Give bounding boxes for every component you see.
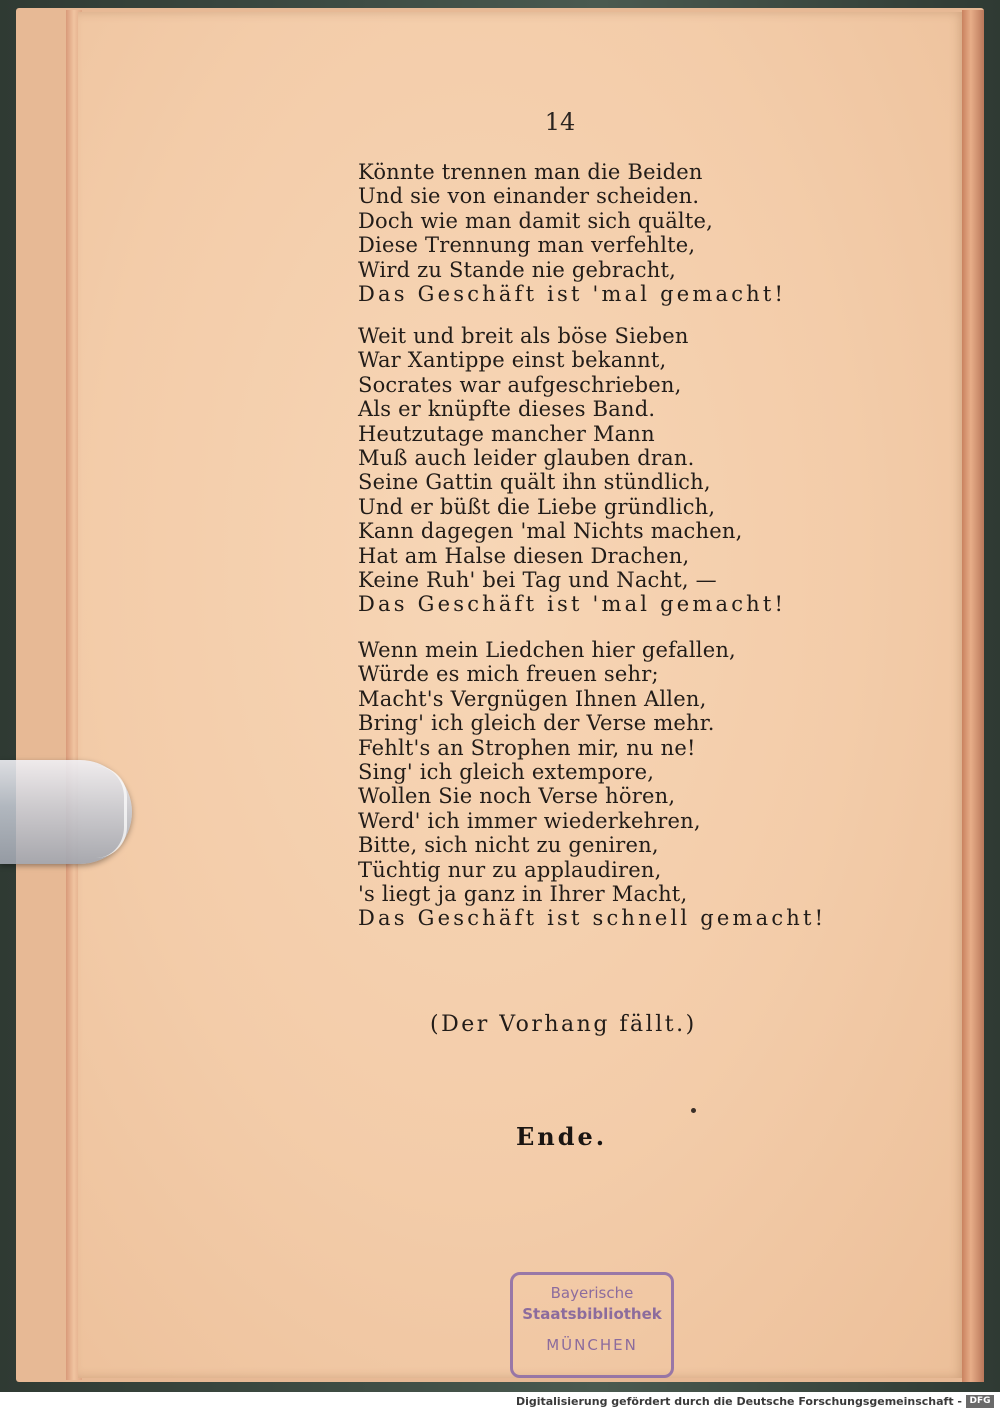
refrain-line: Das Geschäft ist 'mal gemacht! xyxy=(358,281,787,306)
verse-line: Sing' ich gleich extempore, xyxy=(358,759,655,784)
verse-line: Als er knüpfte dieses Band. xyxy=(358,397,656,422)
verse-line: Seine Gattin quält ihn stündlich, xyxy=(358,470,711,495)
verse-line: Socrates war aufgeschrieben, xyxy=(358,372,682,397)
verse-line: Macht's Vergnügen Ihnen Allen, xyxy=(358,686,707,711)
footer-credit: Digitalisierung gefördert durch die Deutsche Forschungsgemeinschaft - xyxy=(515,1395,962,1408)
verse-line: Fehlt's an Strophen mir, nu ne! xyxy=(358,735,696,760)
verse-line: Wenn mein Liedchen hier gefallen, xyxy=(358,638,736,662)
refrain-line: Das Geschäft ist schnell gemacht! xyxy=(358,906,827,931)
verse-line: Diese Trennung man verfehlte, xyxy=(358,233,696,258)
verse-line: Doch wie man damit sich quälte, xyxy=(358,208,713,233)
stamp-line-1: Bayerische xyxy=(550,1284,634,1302)
verse-line: Bitte, sich nicht zu geniren, xyxy=(358,833,659,858)
end-heading: Ende. xyxy=(516,1122,608,1151)
verse-line: Und sie von einander scheiden. xyxy=(358,184,700,209)
verse-line: Tüchtig nur zu applaudiren, xyxy=(358,857,662,882)
verse-line: Bring' ich gleich der Verse mehr. xyxy=(358,711,715,736)
verse-line: Weit und breit als böse Sieben xyxy=(358,324,689,348)
verse-line: 's liegt ja ganz in Ihrer Macht, xyxy=(358,881,688,906)
page-holder-clip xyxy=(0,760,132,864)
stanza-1 xyxy=(358,160,786,306)
verse-line: Würde es mich freuen sehr; xyxy=(358,662,659,687)
verse-line: War Xantippe einst bekannt, xyxy=(358,348,667,373)
verse-line: Wollen Sie noch Verse hören, xyxy=(358,784,676,809)
verse-line: Keine Ruh' bei Tag und Nacht, — xyxy=(358,567,717,592)
page-edge-right xyxy=(962,10,984,1382)
stage-direction: (Der Vorhang fällt.) xyxy=(430,1012,697,1037)
verse-line: Und er büßt die Liebe gründlich, xyxy=(358,494,716,519)
dfg-logo-icon: DFG xyxy=(966,1395,994,1408)
stamp-line-2: Staatsbibliothek xyxy=(522,1305,662,1323)
verse-line: Könnte trennen man die Beiden xyxy=(358,160,703,184)
verse-line: Werd' ich immer wiederkehren, xyxy=(358,808,701,833)
verse-line: Kann dagegen 'mal Nichts machen, xyxy=(358,519,743,544)
digitization-footer xyxy=(0,1392,1000,1412)
stanza-3 xyxy=(358,638,826,931)
refrain-line: Das Geschäft ist 'mal gemacht! xyxy=(358,592,787,617)
verse-line: Heutzutage mancher Mann xyxy=(358,421,655,446)
page-number: 14 xyxy=(544,108,576,136)
verse-line: Muß auch leider glauben dran. xyxy=(358,445,695,470)
verse-line: Wird zu Stande nie gebracht, xyxy=(358,257,676,282)
stanza-2 xyxy=(358,324,786,617)
ink-speck xyxy=(691,1108,696,1113)
library-stamp xyxy=(510,1272,674,1378)
stamp-line-3: MÜNCHEN xyxy=(546,1336,638,1354)
verse-line: Hat am Halse diesen Drachen, xyxy=(358,543,690,568)
